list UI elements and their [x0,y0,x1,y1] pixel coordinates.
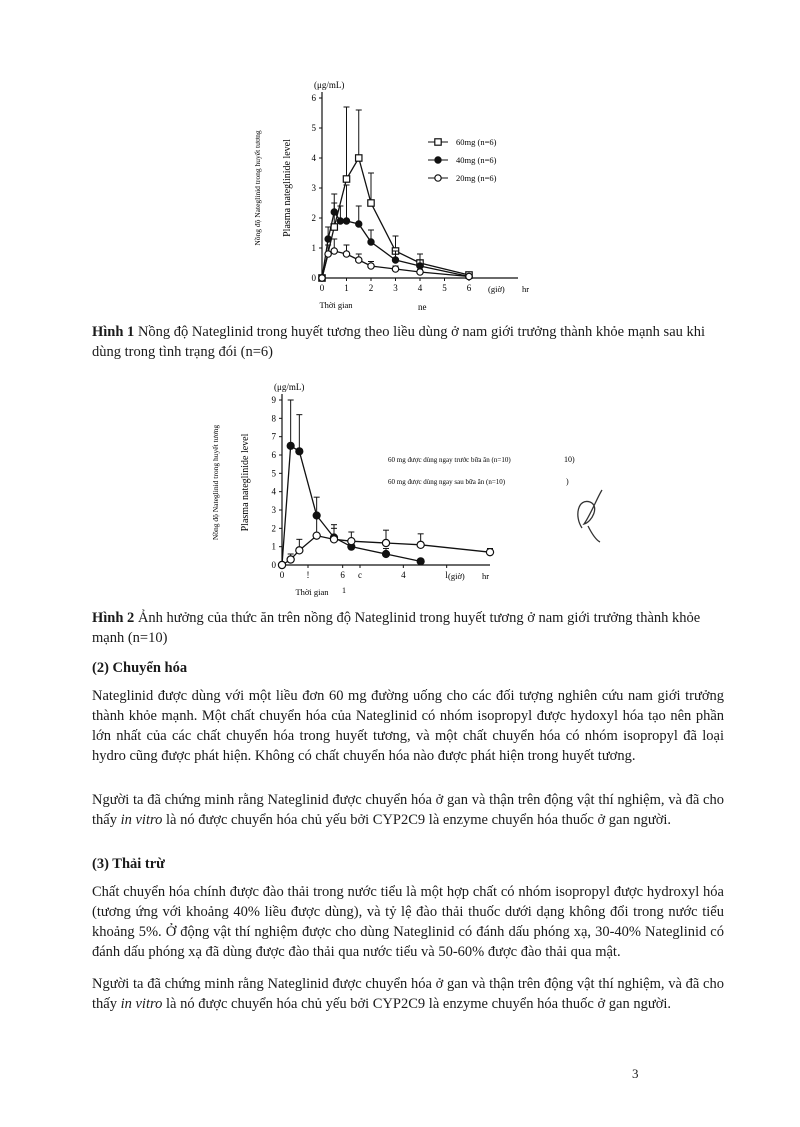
figure1-ytick-label: 2 [311,213,316,223]
figure1-ylabel: Plasma nateglinide level [282,139,293,237]
section3-paragraph-2 [92,974,724,1014]
figure1-caption-text: Nồng độ Nateglinid trong huyết tương theo liều dùng ở nam giới trưởng thành khỏe mạnh sau khi dùng trong tình trạng đói (n=6) [92,324,706,360]
figure1-series-0-point [368,200,374,206]
figure1-xtick-label: 6 [466,283,472,293]
figure1-series-2-point [356,257,362,263]
figure1-svg [240,58,560,328]
figure2-xtick-label: l [445,570,448,580]
figure1-xtick-label: 5 [442,283,447,293]
figure2-ylabel-vi: Nồng độ Nateglinid trong huyết tương [211,424,220,541]
figure2-series-1-point [382,539,389,546]
figure1-ytick-label: 4 [311,153,316,163]
figure2-ytick-label: 8 [271,413,276,424]
figure1-xlabel: Thời gian [319,300,353,310]
figure1-ytick-label: 1 [311,243,316,253]
figure1-series-1-point [337,218,343,224]
section3-paragraph-1: Chất chuyển hóa chính được đào thải trong nước tiểu là một hợp chất có nhóm isopropyl được hydroxyl hóa (tương ứng với khoảng 40% liều được dùng), và tỷ lệ đào thải thuốc dưới dạng không đổi trong nước tiểu khoảng 5%. Ở động vật thí nghiệm được cho dùng Nateglinid có đánh dấu phóng xạ, 30-40% Nateglinid có đánh dấu phóng xạ đã dùng được đào thải qua nước tiểu và 50-60% được đào thải qua mật. [92,884,724,960]
figure1-xtick-label: 0 [319,283,325,293]
figure2-series-0-point [287,442,294,449]
figure1-xtick-label: 3 [393,283,398,293]
figure2-series-0-point [382,550,389,557]
figure2-series-1-point [296,547,303,554]
figure2-ytick-label: 3 [271,505,276,515]
section2-paragraph-1: Nateglinid được dùng với một liều đơn 60 mg đường uống cho các đối tượng nghiên cứu nam giới trưởng thành khỏe mạnh. Một chất chuyển hóa của Nateglinid có nhóm isopropyl được hydoxyl hóa tạo nên phần lớn nhất của các chất chuyển hóa trong huyết tương, và một chất chuyển hóa có nhóm isopropyl đã loại hydro cũng được phát hiện. Không có chất chuyển hóa nào được phát hiện trong huyết tương. [92,688,724,764]
figure1-unit-label: (μg/mL) [314,80,345,90]
figure1-series-2-point [392,266,398,272]
figure2-x-unit-label: (giờ) [448,571,465,581]
figure2-legend-label: 60 mg được dùng ngay sau bữa ăn (n=10) [388,478,506,486]
figure1-xtick-label: 4 [417,283,423,293]
figure2-xtick-label: c [358,570,362,580]
section3-para2-em: in vitro [120,996,163,1012]
figure1-legend-marker [435,175,441,181]
figure1-series-1-point [356,221,362,227]
figure2-series-1-point [417,541,424,548]
section2-para2-a: Người ta đã chứng minh rằng Nateglinid được chuyển hóa ở gan và thận trên động vật thí nghiệm, và đã cho thấy [92,792,724,828]
figure2-series-0-point [296,448,303,455]
figure1-series-1-point [392,257,398,263]
figure2-ytick-label: 2 [271,523,276,534]
figure1-series-2-point [325,251,331,257]
figure2-caption-label: Hình 2 [92,610,135,626]
figure2-series-1 [278,517,493,568]
figure1-ytick-label: 6 [311,93,316,103]
figure2-ytick-label: 6 [271,450,276,460]
figure2-caption [92,608,732,648]
figure2-series-1-point [330,536,337,543]
figure1-series-2-point [343,251,349,257]
section3-para2-b: là nó được chuyển hóa chủ yếu bởi CYP2C9 là enzyme chuyển hóa thuốc ở gan người. [162,996,672,1012]
figure2-ytick-label: 9 [271,395,276,405]
figure1-caption-label: Hình 1 [92,324,135,340]
figure2-xtick-label: 0 [279,570,285,580]
figure1-x-stray-label: ne [418,302,427,312]
figure2-caption-text: Ảnh hưởng của thức ăn trên nồng độ Nateglinid trong huyết tương ở nam giới trưởng thành khỏe mạnh (n=10) [92,610,701,646]
figure2-legend-suffix: ) [566,477,569,486]
figure1-caption [92,322,732,362]
figure2-series-1-point [348,538,355,545]
figure1-series-2-point [331,248,337,254]
figure1-ytick-label: 3 [311,183,316,193]
figure1-series-0-point [343,176,349,182]
figure2-series-1-point [486,549,493,556]
figure2-ytick-label: 0 [271,560,276,570]
figure1-series-2-point [319,275,325,281]
figure1-ytick-label: 5 [311,123,316,133]
figure2-svg [200,375,610,605]
figure2-series-1-point [287,556,294,563]
figure2-unit-label: (μg/mL) [274,382,305,392]
figure1-legend-label: 20mg (n=6) [456,173,497,183]
signature-scribble [570,486,610,546]
figure2-series-1-point [278,561,285,568]
section2-para2-em: in vitro [120,812,163,828]
figure1-series-1-point [343,218,349,224]
figure2-xtick-label: 6 [340,570,345,580]
page-number: 3 [632,1066,639,1081]
figure1-ytick-label: 0 [311,273,316,283]
figure1-xtick-label: 2 [368,283,374,293]
section2-paragraph-2 [92,790,724,830]
figure1-xtick-label: 1 [344,283,349,293]
figure2-xtick-label: 4 [401,570,406,580]
figure1-legend-marker [435,139,441,145]
figure2-series-0-point [417,558,424,565]
figure2-x-unit-en: hr [482,571,490,581]
figure1-legend-marker [435,157,441,163]
figure2-series-1-point [313,532,320,539]
section3-para2-a: Người ta đã chứng minh rằng Nateglinid được chuyển hóa ở gan và thận trên động vật thí nghiệm, và đã cho thấy [92,976,724,1012]
figure1-series-2-point [417,269,423,275]
figure1-ylabel-vi: Nồng độ Nateglinid trong huyết tương [253,130,262,246]
figure2-ytick-label: 4 [271,486,276,497]
figure2-xtick-label: ! [306,570,310,580]
section2-para2-b: là nó được chuyển hóa chủ yếu bởi CYP2C9 là enzyme chuyển hóa thuốc ở gan người. [162,812,672,828]
figure1-series-0-point [356,155,362,161]
figure1-chart [240,58,560,328]
figure2-xtick-sub: 1 [342,586,346,595]
section3-heading: (3) Thải trừ [92,856,165,872]
figure2-ytick-label: 1 [271,541,276,552]
figure1-series-2-point [466,273,472,279]
figure2-ylabel: Plasma nateglinide level [240,433,251,532]
figure2-chart [200,375,610,605]
figure1-series-1-point [368,239,374,245]
figure2-xlabel: Thời gian [295,587,329,597]
figure1-x-unit-en: hr [522,284,530,294]
figure1-series-2-point [368,263,374,269]
figure1-series-1-point [325,236,331,242]
figure2-legend-suffix: 10) [564,455,575,464]
section2-heading: (2) Chuyển hóa [92,660,188,676]
figure1-legend-label: 60mg (n=6) [456,137,497,147]
figure1-legend-label: 40mg (n=6) [456,155,497,165]
figure2-legend-label: 60 mg được dùng ngay trước bữa ăn (n=10) [388,456,511,464]
figure1-x-unit-label: (giờ) [488,284,505,294]
figure2-ytick-label: 5 [271,468,276,479]
figure2-ytick-label: 7 [271,431,276,442]
figure1-series-1-point [331,209,337,215]
